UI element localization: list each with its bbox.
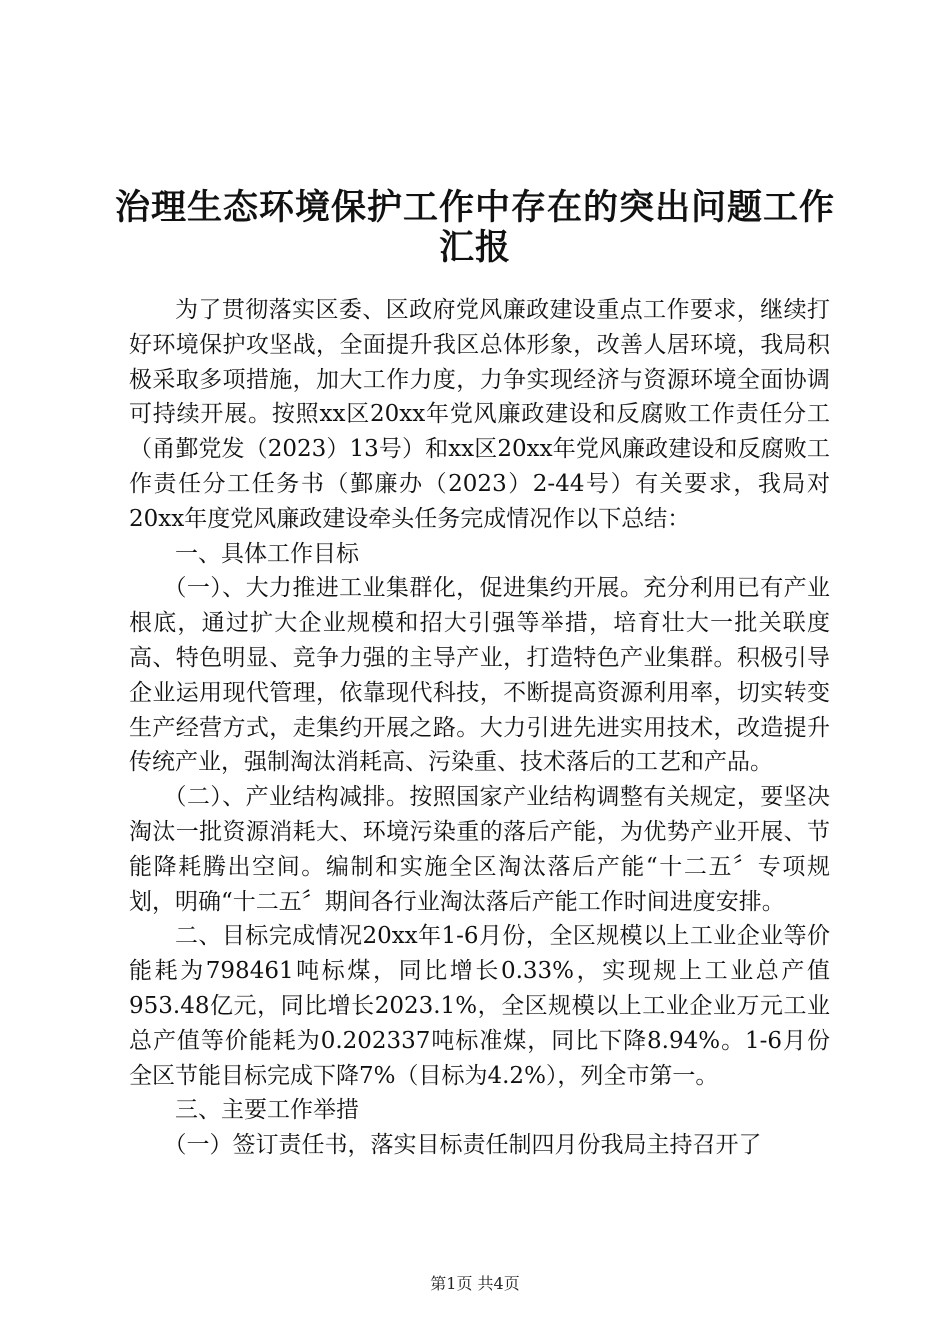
section-heading-1: 一、具体工作目标 (175, 540, 359, 567)
paragraph-item-1: （一）、大力推进工业集群化，促进集约开展。充分利用已有产业根底，通过扩大企业规模和招大引强等举措，培育壮大一批关联度高、特色明显、竞争力强的主导产业，打造特色产业集群。积极引导企业运用现代管理，依靠现代科技，不断提高资源利用率，切实转变生产经营方式，走集约开展之路。大力引进先进实用技术，改造提升传统产业，强制淘汰消耗高、污染重、技术落后的工艺和产品。 (129, 575, 830, 776)
paragraph-section-2: 二、目标完成情况20xx年1-6月份，全区规模以上工业企业等价能耗为798461吨标煤，同比增长0.33%，实现规上工业总产值953.48亿元，同比增长2023.1%，全区规模以上工业企业万元工业总产值等价能耗为0.202337吨标准煤，同比下降8.94%。1-6月份全区节能目标完成下降7%（目标为4.2%），列全市第一。 (129, 923, 830, 1089)
paragraph-intro: 为了贯彻落实区委、区政府党风廉政建设重点工作要求，继续打好环境保护攻坚战，全面提升我区总体形象，改善人居环境，我局积极采取多项措施，加大工作力度，力争实现经济与资源环境全面协调可持续开展。按照xx区20xx年党风廉政建设和反腐败工作责任分工（甬鄞党发（2023）13号）和xx区20xx年党风廉政建设和反腐败工作责任分工任务书（鄞廉办（2023）2-44号）有关要求，我局对20xx年度党风廉政建设牵头任务完成情况作以下总结： (129, 297, 830, 532)
page-number-footer: 第1页 共4页 (430, 1274, 520, 1293)
document-title-line-1: 治理生态环境保护工作中存在的突出问题工作 (114, 187, 835, 228)
section-heading-3: 三、主要工作举措 (175, 1097, 359, 1124)
document-body (129, 293, 830, 1163)
paragraph-item-3: （一）签订责任书，落实目标责任制四月份我局主持召开了 (163, 1132, 762, 1159)
paragraph-item-2: （二）、产业结构减排。按照国家产业结构调整有关规定，要坚决淘汰一批资源消耗大、环境污染重的落后产能，为优势产业开展、节能降耗腾出空间。编制和实施全区淘汰落后产能“十二五〞专项规划，明确“十二五〞期间各行业淘汰落后产能工作时间进度安排。 (129, 784, 830, 915)
document-title-line-2: 汇报 (438, 227, 511, 268)
